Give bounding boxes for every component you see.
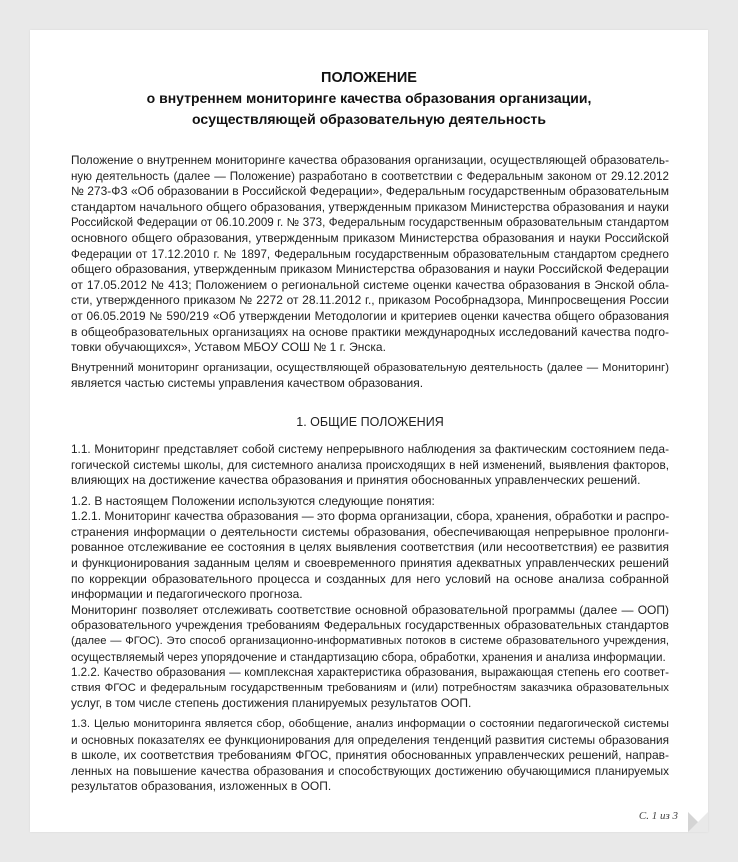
text-line: влияющих на достижение качества образования и принятия обоснованных управленческих решений.: [71, 473, 641, 488]
title-line-2: о внутреннем мониторинге качества образования организации,: [146, 90, 592, 106]
document-title: [30, 68, 708, 130]
text-line: № 273-ФЗ «Об образовании в Российской Федерации», Федеральным государственным образовательным: [71, 184, 669, 199]
page-number: С. 1 из 3: [638, 810, 678, 822]
text-line: в школе, их соответствия требованиям ФГОС, принятия обоснованных управленческих решений, направ-: [71, 748, 669, 763]
text-line: ленных на повышение качества образования и способствующих достижению обучающимися планируемых: [71, 763, 669, 778]
text-line: основного общего образования, утвержденным приказом Министерства образования и науки Российской: [71, 230, 669, 245]
text-line: образовательного учреждения требованиям Федеральных государственных образовательных стандартов: [71, 618, 669, 633]
title-line-3: осуществляющей образовательную деятельность: [192, 111, 546, 127]
text-line: и основных показателях ее функционирования для определения тенденций развития системы образования: [71, 732, 669, 747]
text-line: рованное отслеживание ее состояния в целях выявления соответствия (или несоответствия) ее развития: [71, 540, 669, 555]
text-line: ную деятельность (далее — Положение) разработано в соответствии с Федеральным законом от 29.12.2012: [71, 169, 669, 183]
text-line: Российской Федерации от 06.10.2009 г. № 373, Федеральным государственным образовательным стандартом: [71, 216, 669, 230]
paragraph: [71, 361, 669, 392]
text-line: Федерации от 17.12.2010 г. № 1897, Федеральным государственным образовательным стандартом среднего: [71, 247, 669, 261]
document-body: [71, 153, 669, 795]
intro: [71, 153, 669, 392]
text-line: 1.2.1. Мониторинг качества образования — это форма организации, сбора, хранения, обработки и распро-: [71, 509, 670, 524]
page-fold-shadow: [688, 812, 708, 832]
text-line: 1.2.2. Качество образования — комплексная характеристика образования, выражающая степень его соответ-: [71, 666, 669, 680]
text-line: информации и педагогического прогноза.: [71, 587, 303, 602]
text-line: от 17.05.2012 № 413; Положением о региональной системе оценки качества образования в Энской обла-: [71, 277, 669, 292]
text-line: результатов образования, изложенных в ООП.: [71, 779, 332, 794]
section-1-content: [71, 442, 669, 795]
text-line: и функционирования заданным целям и своевременного принятия адекватных управленческих решений: [71, 556, 669, 571]
text-line: ствия ФГОС и федеральным государственным требованиям и (или) потребностям заказчика образовательных: [71, 681, 669, 694]
text-line: 1.3. Целью мониторинга является сбор, обобщение, анализ информации о состоянии педагогической системы: [71, 718, 669, 730]
paragraph: [71, 442, 669, 489]
text-line: стандартом начального общего образования, утвержденным приказом Министерства образования и науки: [71, 199, 669, 214]
text-line: Положение о внутреннем мониторинге качества образования организации, осуществляющей образователь-: [71, 153, 669, 167]
text-line: услуг, в том числе степень достижения планируемых результатов ООП.: [71, 696, 472, 711]
text-line: общего образования, утвержденным приказом Министерства образования и науки Российской Федерации: [71, 262, 669, 277]
text-line: (далее — ФГОС). Это способ организационно-информативных потоков в системе образовательного учреждения,: [71, 635, 669, 648]
text-line: от 06.05.2019 № 590/219 «Об утверждении Методологии и критериев оценки качества общего образования: [71, 308, 669, 323]
title-heading: ПОЛОЖЕНИЕ: [321, 70, 417, 86]
text-line: сти, утвержденного приказом № 2272 от 28.11.2012 г., приказом Рособрнадзора, Минпросвещения России: [71, 293, 669, 308]
text-line: Мониторинг позволяет отслеживать соответствие основной образовательной программы (далее — ООП): [71, 602, 669, 617]
text-line: странения информации о деятельности системы образования, обеспечивающая непрерывное пролонги-: [71, 524, 669, 539]
text-line: гогической системы школы, для системного анализа происходящих в ней изменений, выявления факторов,: [71, 457, 669, 472]
text-line: 1.1. Мониторинг представляет собой систему непрерывного наблюдения за фактическим состоянием педа-: [71, 441, 669, 456]
section-heading: 1. ОБЩИЕ ПОЛОЖЕНИЯ: [296, 414, 444, 429]
text-line: в общеобразовательных организациях на основе практики международных исследований качества подго-: [71, 324, 669, 339]
paragraph: [71, 494, 669, 712]
text-line: осуществляемый через упорядочение и стандартизацию сбора, обработки, хранения и анализа информации.: [71, 650, 666, 664]
document-page: [30, 30, 708, 832]
text-line: является частью системы управления качеством образования.: [71, 376, 424, 391]
text-line: Внутренний мониторинг организации, осуществляющей образовательную деятельность (далее — Мониторинг): [71, 361, 669, 374]
text-line: товки обучающихся», Уставом МБОУ СОШ № 1 г. Энска.: [71, 340, 386, 355]
paragraph: [71, 153, 669, 356]
text-line: по коррекции образовательного процесса и созданных для него условий на основе анализа собранной: [71, 571, 669, 586]
paragraph: [71, 717, 669, 795]
text-line: 1.2. В настоящем Положении используются следующие понятия:: [71, 493, 435, 508]
